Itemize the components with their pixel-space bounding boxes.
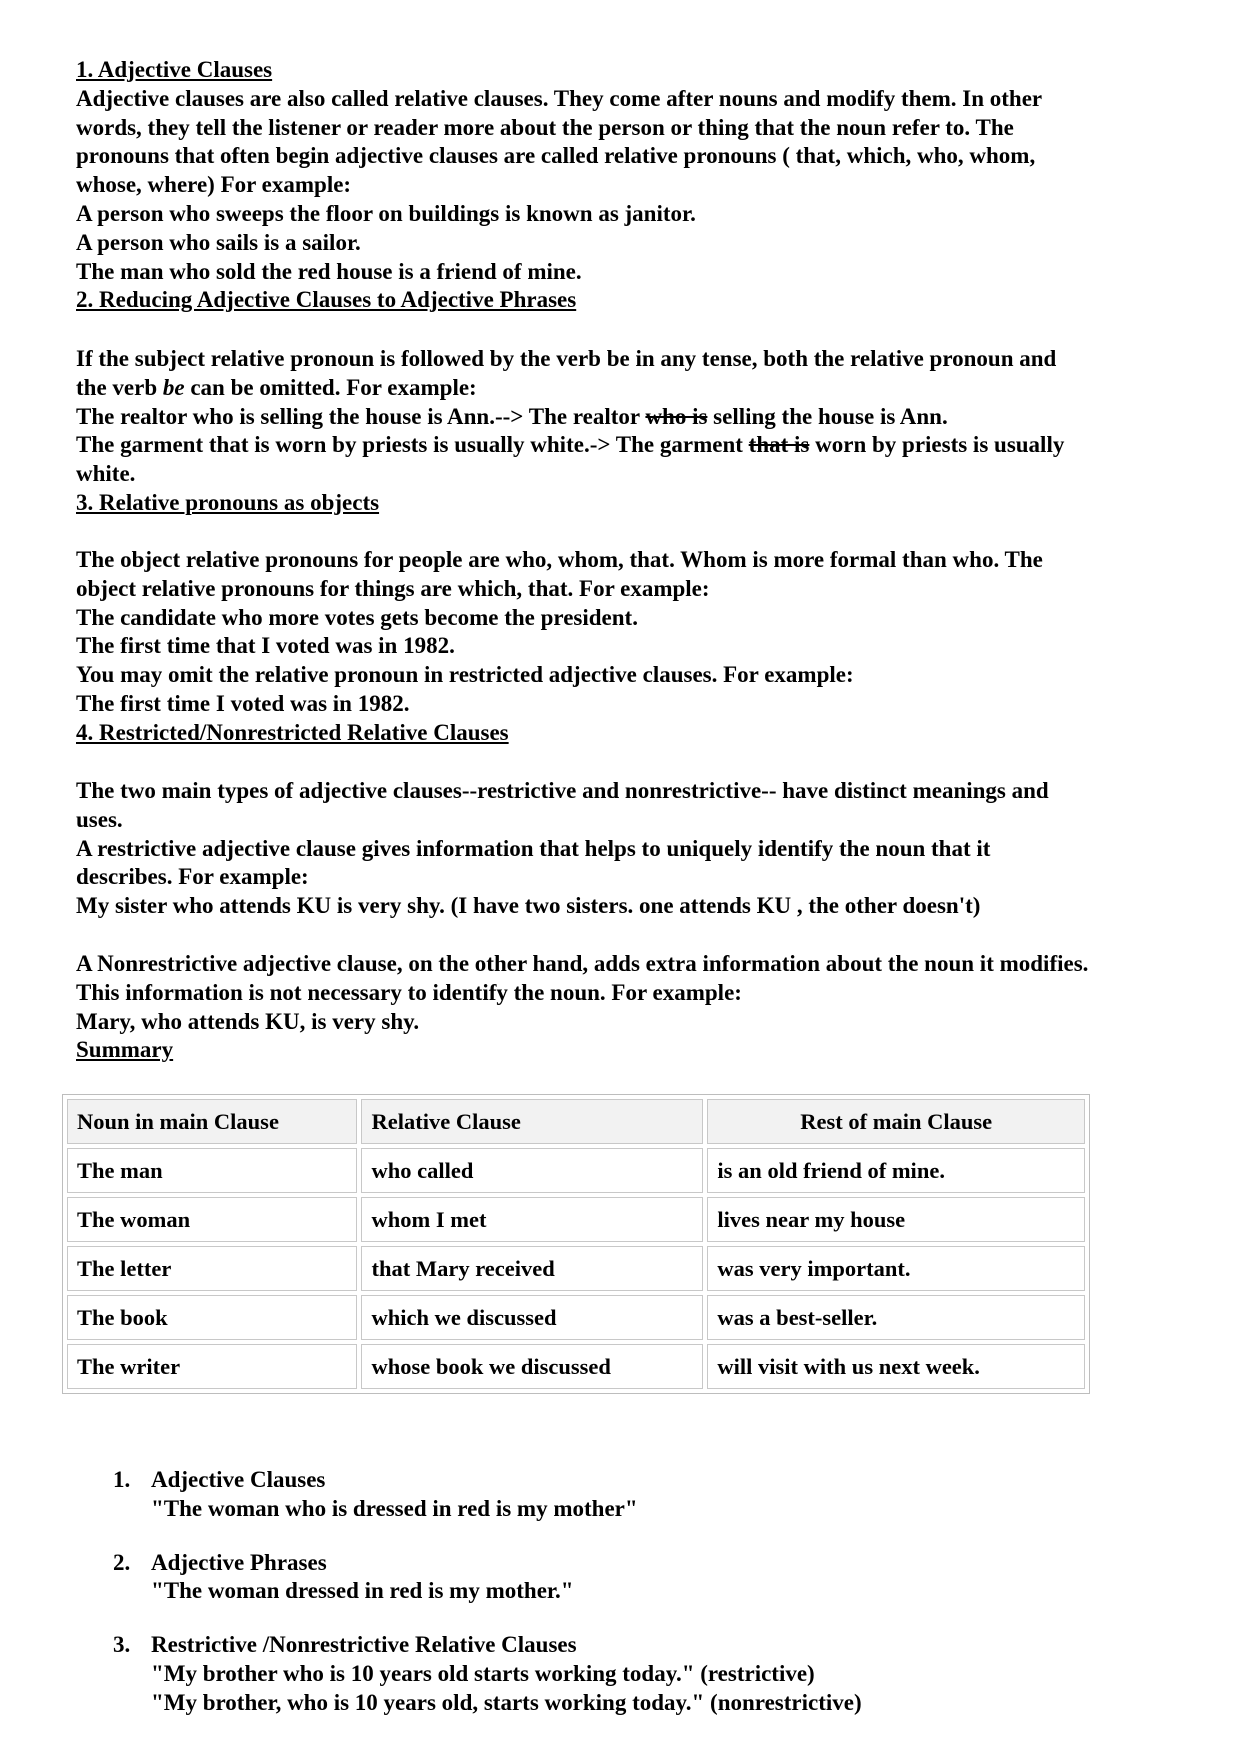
list-item (110, 1631, 1110, 1717)
example-line: My sister who attends KU is very shy. (I have two sisters. one attends KU , the other doesn't) (76, 893, 981, 919)
table-cell: lives near my house (707, 1197, 1085, 1242)
list-item-example: "My brother who is 10 years old starts working today." (restrictive) (151, 1660, 815, 1686)
table-cell: will visit with us next week. (707, 1344, 1085, 1389)
list-number: 3. (113, 1632, 131, 1658)
text-run: can be omitted. For example: (184, 374, 477, 400)
table-cell: whose book we discussed (361, 1344, 703, 1389)
text-run: The realtor who is selling the house is Ann.--> The realtor (76, 403, 646, 429)
column-header: Relative Clause (361, 1099, 703, 1144)
section-relative-pronouns-objects (76, 546, 1196, 748)
table-cell: The man (67, 1148, 357, 1193)
example-line: A person who sails is a sailor. (76, 229, 361, 255)
column-header: Noun in main Clause (67, 1099, 357, 1144)
section-heading: 2. Reducing Adjective Clauses to Adjective Phrases (76, 287, 577, 313)
example-line: The candidate who more votes gets become the president. (76, 604, 638, 630)
paragraph-line: A restrictive adjective clause gives information that helps to uniquely identify the noun that it (76, 835, 991, 861)
struck-text: who is (645, 403, 708, 429)
table-cell: is an old friend of mine. (707, 1148, 1085, 1193)
table-row (67, 1344, 1085, 1389)
list-number: 1. (113, 1467, 131, 1492)
paragraph-line: whose, where) For example: (76, 172, 352, 198)
list-item (110, 1466, 1110, 1524)
table-cell: whom I met (361, 1197, 703, 1242)
table-cell: The book (67, 1295, 357, 1340)
table-cell: The writer (67, 1344, 357, 1389)
table-cell: The woman (67, 1197, 357, 1242)
examples-list (110, 1466, 1110, 1743)
italic-verb: be (162, 374, 185, 400)
section-nonrestrictive (76, 950, 1196, 1065)
list-item-example: "My brother, who is 10 years old, starts working today." (nonrestrictive) (151, 1689, 862, 1715)
summary-heading: Summary (76, 1037, 174, 1063)
section-adjective-clauses (76, 56, 1196, 315)
paragraph-line: pronouns that often begin adjective clauses are called relative pronouns ( that, which, who, whom, (76, 143, 1036, 169)
table-row (67, 1246, 1085, 1291)
section-reducing-clauses (76, 345, 1196, 518)
paragraph-line: describes. For example: (76, 864, 309, 890)
text-run: selling the house is Ann. (707, 403, 948, 429)
example-line: A person who sweeps the floor on buildings is known as janitor. (76, 200, 696, 226)
text-run: The garment that is worn by priests is usually white.-> The garment (76, 432, 749, 458)
paragraph-line: This information is not necessary to identify the noun. For example: (76, 979, 742, 1005)
example-line: The first time that I voted was in 1982. (76, 633, 455, 659)
paragraph-line (76, 374, 1196, 403)
list-item (110, 1549, 1110, 1607)
section-heading: 4. Restricted/Nonrestricted Relative Clauses (76, 719, 509, 745)
section-heading: 3. Relative pronouns as objects (76, 489, 380, 515)
table-cell: was very important. (707, 1246, 1085, 1291)
table-cell: The letter (67, 1246, 357, 1291)
paragraph-line: The two main types of adjective clauses--restrictive and nonrestrictive-- have distinct meanings and (76, 778, 1049, 803)
paragraph-line: object relative pronouns for things are which, that. For example: (76, 575, 710, 601)
paragraph-line: words, they tell the listener or reader more about the person or thing that the noun refer to. The (76, 114, 1014, 140)
table-row (67, 1197, 1085, 1242)
struck-text: that is (748, 432, 810, 458)
summary-table (62, 1094, 1090, 1394)
paragraph-line: Adjective clauses are also called relative clauses. They come after nouns and modify them. In other (76, 85, 1043, 111)
table-header-row (67, 1099, 1085, 1144)
example-line: The man who sold the red house is a friend of mine. (76, 258, 582, 284)
table-row (67, 1148, 1085, 1193)
paragraph-line: A Nonrestrictive adjective clause, on the other hand, adds extra information about the noun it modifies. (76, 951, 1089, 976)
table-cell: that Mary received (361, 1246, 703, 1291)
text-run: worn by priests is usually (809, 432, 1065, 458)
section-heading: 1. Adjective Clauses (76, 57, 273, 82)
list-item-title: Adjective Clauses (151, 1467, 326, 1492)
section-restricted-clauses (76, 777, 1196, 921)
table-cell: who called (361, 1148, 703, 1193)
table-cell: which we discussed (361, 1295, 703, 1340)
example-line (76, 431, 1196, 460)
paragraph-line: The object relative pronouns for people are who, whom, that. Whom is more formal than who. The (76, 547, 1043, 572)
table-cell: was a best-seller. (707, 1295, 1085, 1340)
text-run: the verb (76, 374, 163, 400)
list-item-example: "The woman who is dressed in red is my mother" (151, 1495, 638, 1521)
list-item-title: Adjective Phrases (151, 1549, 327, 1575)
example-line: The first time I voted was in 1982. (76, 690, 410, 716)
paragraph-line: You may omit the relative pronoun in restricted adjective clauses. For example: (76, 662, 854, 688)
list-item-title: Restrictive /Nonrestrictive Relative Clauses (151, 1632, 577, 1658)
list-number: 2. (113, 1549, 131, 1575)
example-line: Mary, who attends KU, is very shy. (76, 1008, 420, 1034)
paragraph-line: uses. (76, 806, 123, 832)
column-header: Rest of main Clause (707, 1099, 1085, 1144)
example-line (76, 403, 1196, 432)
table-row (67, 1295, 1085, 1340)
example-line: white. (76, 461, 136, 487)
list-item-example: "The woman dressed in red is my mother." (151, 1578, 574, 1604)
paragraph-line: If the subject relative pronoun is followed by the verb be in any tense, both the relative pronoun and (76, 346, 1057, 371)
